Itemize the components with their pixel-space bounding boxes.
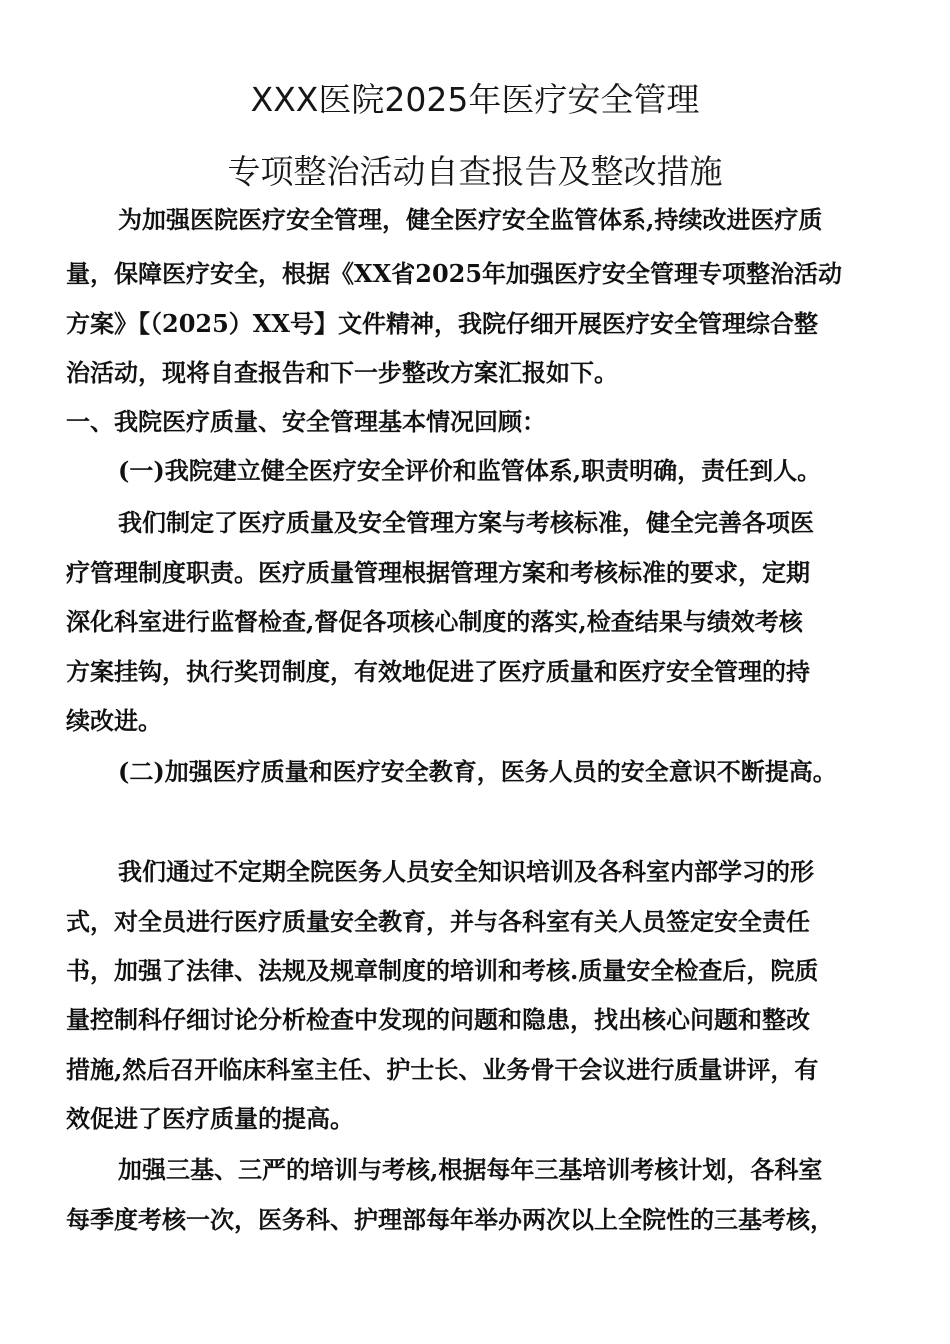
body-line: 式，对全员进行医疗质量安全教育，并与各科室有关人员签定安全责任: [66, 907, 810, 936]
body-line: 书，加强了法律、法规及规章制度的培训和考核.质量安全检查后，院质: [66, 956, 819, 985]
subsection-heading: (二)加强医疗质量和医疗安全教育，医务人员的安全意识不断提高。: [118, 757, 837, 786]
subsection-heading: (一)我院建立健全医疗安全评价和监管体系,职责明确，责任到人。: [118, 456, 822, 485]
body-line: 效促进了医疗质量的提高。: [66, 1104, 354, 1133]
section-heading: 一、我院医疗质量、安全管理基本情况回顾：: [66, 407, 546, 436]
body-line: 疗管理制度职责。医疗质量管理根据管理方案和考核标准的要求，定期: [66, 558, 810, 587]
body-line: 治活动，现将自查报告和下一步整改方案汇报如下。: [66, 358, 618, 387]
body-line: 措施,然后召开临床科室主任、护士长、业务骨干会议进行质量讲评，有: [66, 1055, 819, 1084]
document-title-line-2: 专项整治活动自查报告及整改措施: [227, 152, 723, 191]
body-line: 深化科室进行监督检查,督促各项核心制度的落实,检查结果与绩效考核: [66, 607, 803, 636]
body-line: 我们制定了医疗质量及安全管理方案与考核标准，健全完善各项医: [118, 508, 814, 537]
document-title-line-1: XXX医院2025年医疗安全管理: [250, 80, 700, 119]
body-line: 加强三基、三严的培训与考核,根据每年三基培训考核计划，各科室: [118, 1155, 823, 1184]
body-line: 续改进。: [66, 706, 162, 735]
body-line: 我们通过不定期全院医务人员安全知识培训及各科室内部学习的形: [118, 857, 814, 886]
body-line: 量控制科仔细讨论分析检查中发现的问题和隐患，找出核心问题和整改: [66, 1005, 810, 1034]
body-line: 为加强医院医疗安全管理，健全医疗安全监管体系,持续改进医疗质: [118, 205, 823, 234]
body-line: 方案挂钩，执行奖罚制度，有效地促进了医疗质量和医疗安全管理的持: [66, 657, 810, 686]
body-line: 量，保障医疗安全，根据《XX省2025年加强医疗安全管理专项整治活动: [66, 259, 843, 288]
body-line: 方案》【（2025）XX号】文件精神，我院仔细开展医疗安全管理综合整: [66, 309, 819, 338]
body-line: 每季度考核一次，医务科、护理部每年举办两次以上全院性的三基考核，: [66, 1205, 834, 1234]
